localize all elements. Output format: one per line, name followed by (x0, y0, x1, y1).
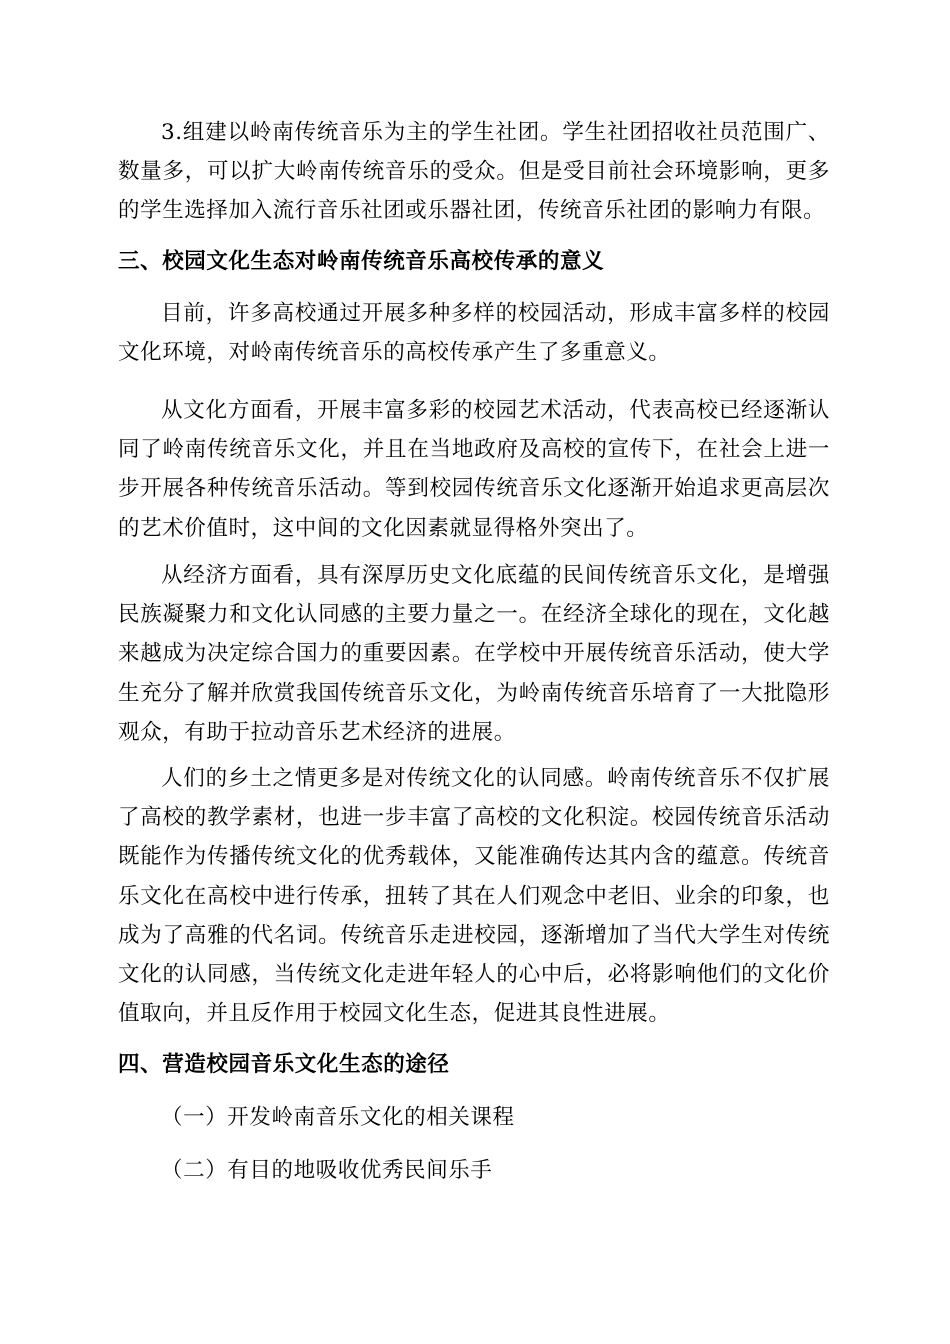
body-paragraph: 从经济方面看，具有深厚历史文化底蕴的民间传统音乐文化，是增强民族凝聚力和文化认同感的主要力量之一。在经济全球化的现在，文化越来越成为决定综合国力的重要因素。在学校中开展传统音乐活动，使大学生充分了解并欣赏我国传统音乐文化，为岭南传统音乐培育了一大批隐形观众，有助于拉动音乐艺术经济的进展。 (118, 563, 830, 745)
subsection-heading: （二）有目的地吸收优秀民间乐手 (161, 1158, 493, 1183)
section-heading: 四、营造校园音乐文化生态的途径 (118, 1052, 450, 1077)
body-paragraph: 人们的乡土之情更多是对传统文化的认同感。岭南传统音乐不仅扩展了高校的教学素材，也进一步丰富了高校的文化积淀。校园传统音乐活动既能作为传播传统文化的优秀载体，又能准确传达其内含的蕴意。传统音乐文化在高校中进行传承，扭转了其在人们观念中老旧、业余的印象，也成为了高雅的代名词。传统音乐走进校园，逐渐增加了当代大学生对传统文化的认同感，当传统文化走进年轻人的心中后，必将影响他们的文化价值取向，并且反作用于校园文化生态，促进其良性进展。 (118, 766, 830, 1027)
body-paragraph: 3.组建以岭南传统音乐为主的学生社团。学生社团招收社员范围广、数量多，可以扩大岭南传统音乐的受众。但是受目前社会环境影响，更多的学生选择加入流行音乐社团或乐器社团，传统音乐社团的影响力有限。 (118, 120, 830, 224)
body-paragraph: 目前，许多高校通过开展多种多样的校园活动，形成丰富多样的校园文化环境，对岭南传统音乐的高校传承产生了多重意义。 (118, 301, 830, 366)
section-heading: 三、校园文化生态对岭南传统音乐高校传承的意义 (118, 249, 605, 274)
body-paragraph: 从文化方面看，开展丰富多彩的校园艺术活动，代表高校已经逐渐认同了岭南传统音乐文化，并且在当地政府及高校的宣传下，在社会上进一步开展各种传统音乐活动。等到校园传统音乐文化逐渐开始追求更高层次的艺术价值时，这中间的文化因素就显得格外突出了。 (118, 398, 830, 541)
subsection-heading: （一）开发岭南音乐文化的相关课程 (161, 1105, 515, 1130)
